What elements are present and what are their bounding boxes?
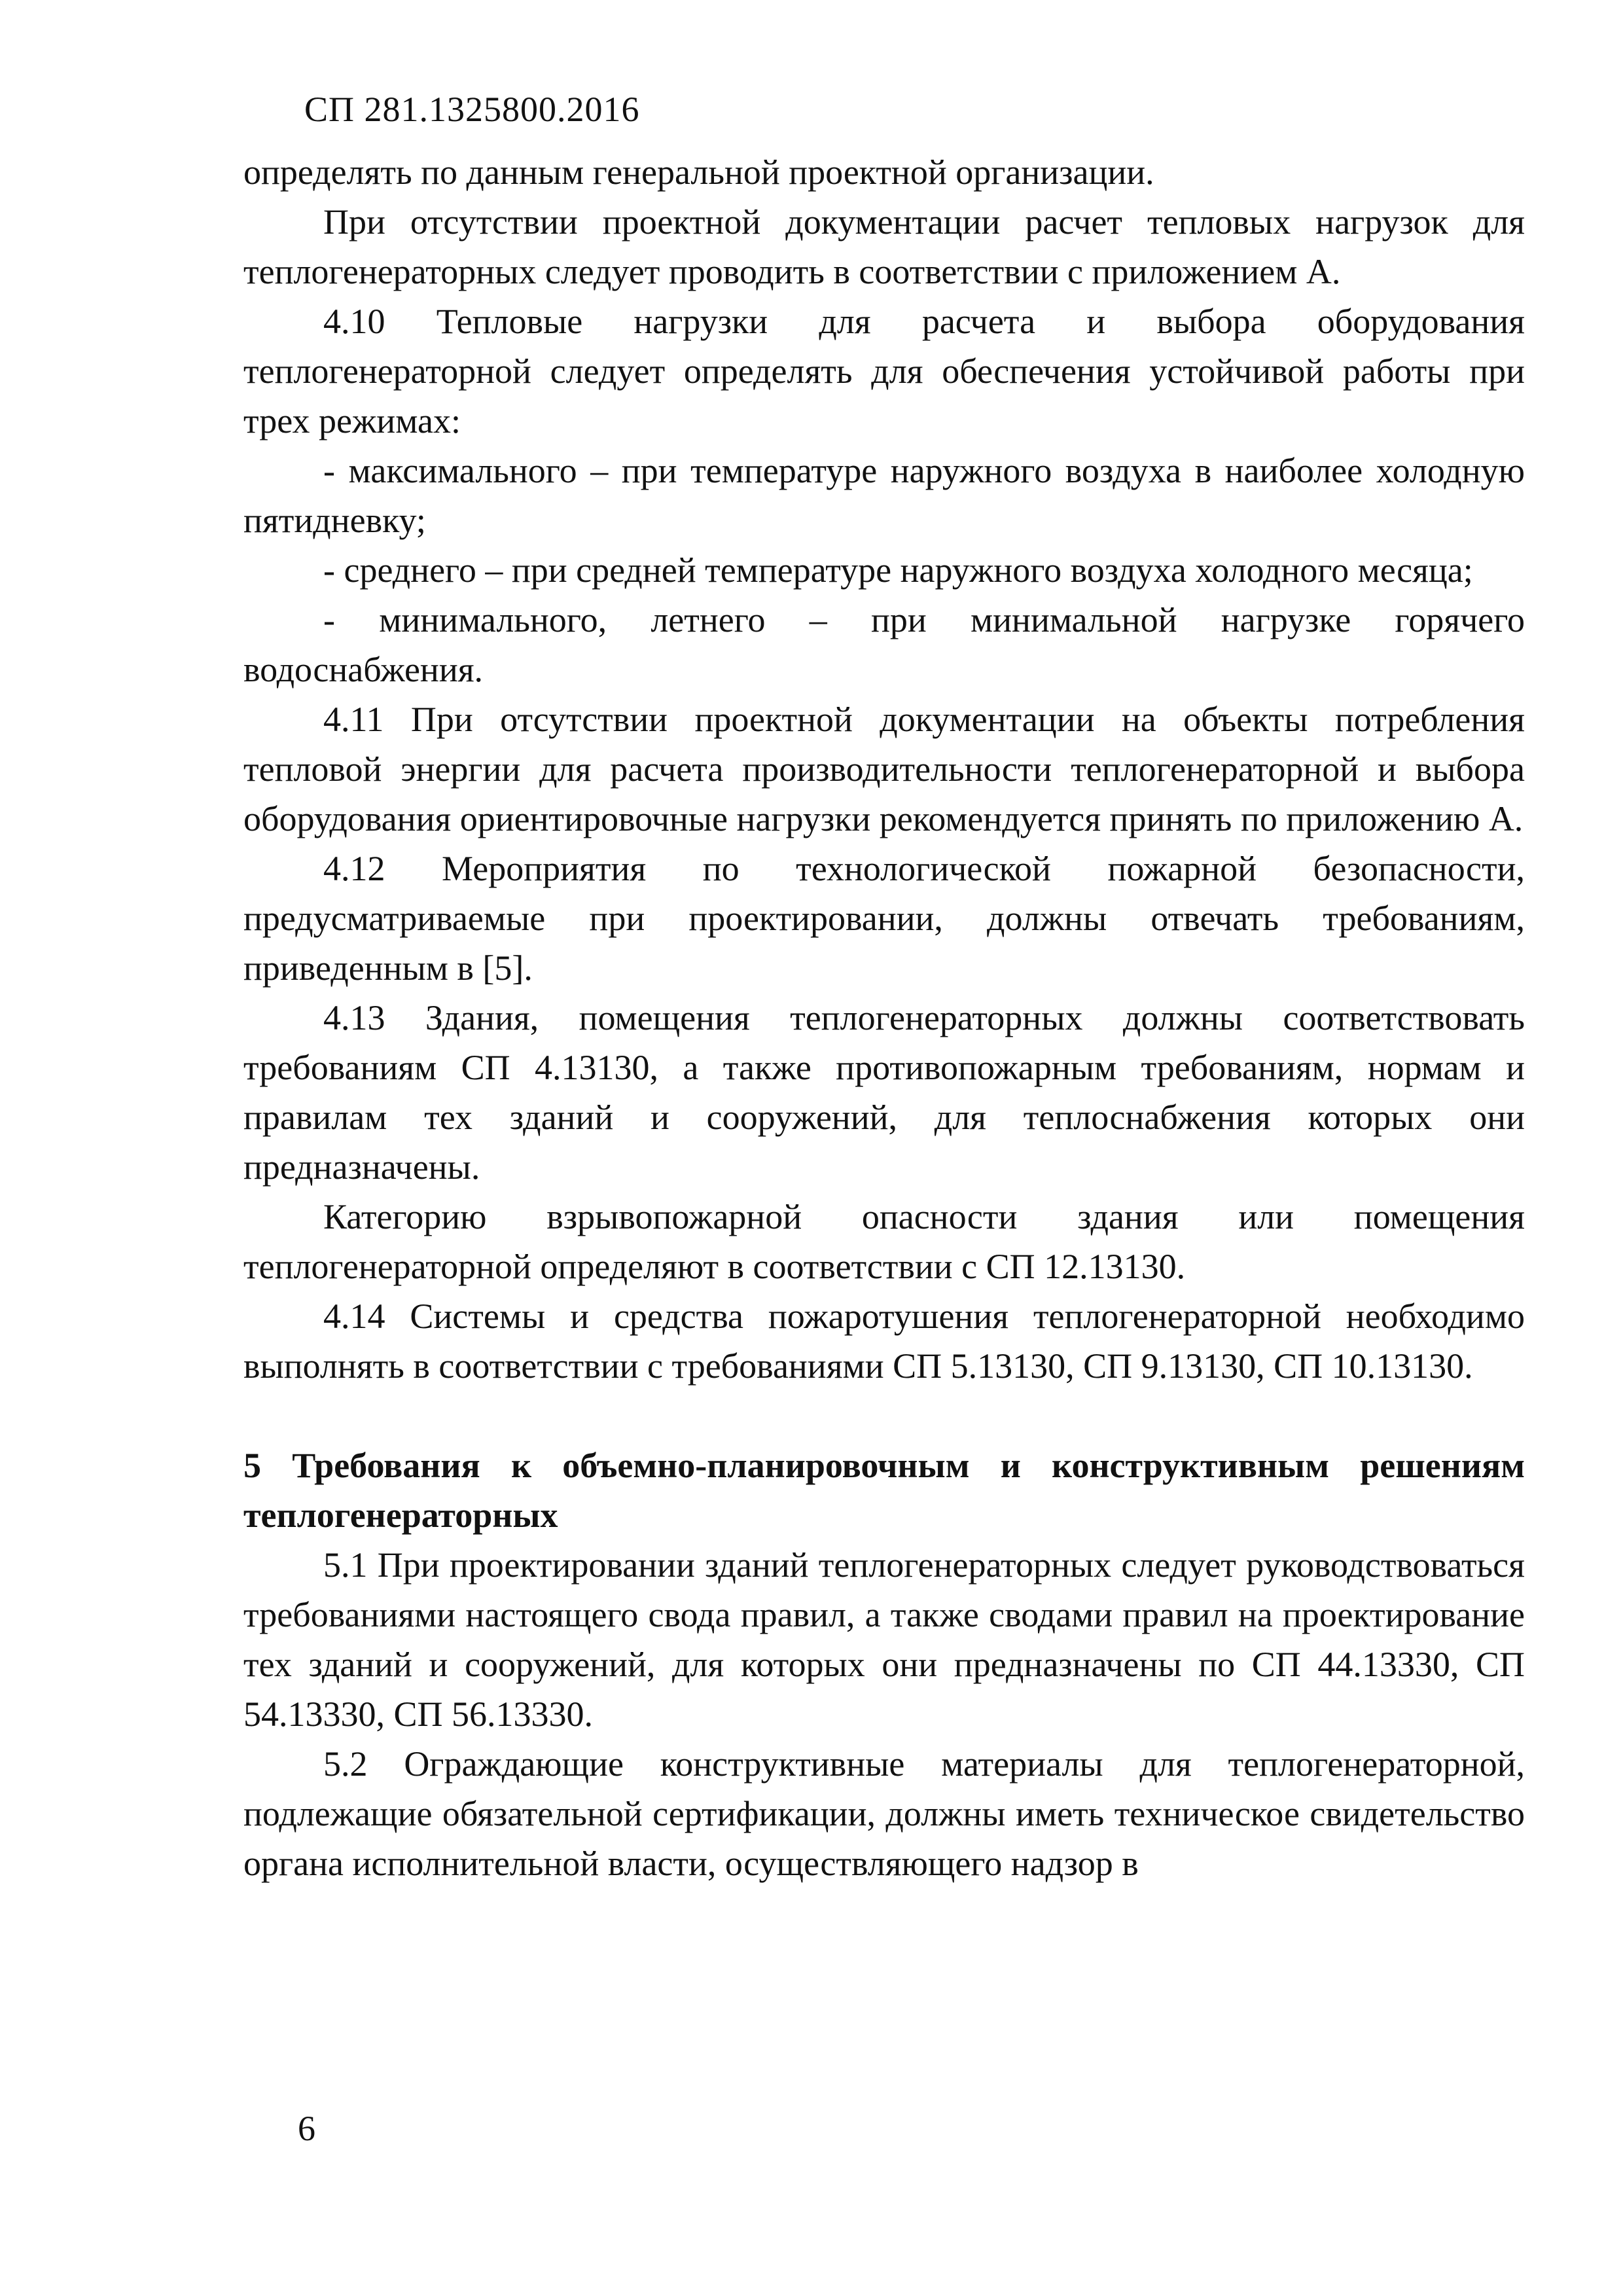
section-5-heading: 5 Требования к объемно-планировочным и конструктивным решениям теплогенераторных xyxy=(243,1446,1525,1535)
clause-4-11: 4.11 При отсутствии проектной документации на объекты потребления тепловой энергии для расчета производительности теплогенераторной и выбора оборудования ориентировочные нагрузки рекомендуется принять по приложению А. xyxy=(243,700,1525,838)
clause-5-1: 5.1 При проектировании зданий теплогенераторных следует руководствоваться требованиями настоящего свода правил, а также сводами правил на проектирование тех зданий и сооружений, для которых они предназначены по СП 44.13330, СП 54.13330, СП 56.13330. xyxy=(243,1545,1525,1734)
page-body xyxy=(243,147,1525,1888)
list-item-minimum-mode: - минимального, летнего – при минимальной нагрузке горячего водоснабжения. xyxy=(243,600,1525,689)
paragraph-continuation: определять по данным генеральной проектной организации. xyxy=(243,152,1154,192)
document-code-header: СП 281.1325800.2016 xyxy=(304,90,640,129)
list-item-average-mode: - среднего – при средней температуре наружного воздуха холодного месяца; xyxy=(323,550,1473,590)
clause-4-12: 4.12 Мероприятия по технологической пожарной безопасности, предусматриваемые при проектировании, должны отвечать требованиям, приведенным в [5]. xyxy=(243,849,1525,988)
section-spacer xyxy=(243,1391,1525,1441)
list-item-maximum-mode: - максимального – при температуре наружного воздуха в наиболее холодную пятидневку; xyxy=(243,451,1525,540)
paragraph-no-project-docs: При отсутствии проектной документации расчет тепловых нагрузок для теплогенераторных следует проводить в соответствии с приложением А. xyxy=(243,202,1525,291)
page-number: 6 xyxy=(298,2109,315,2148)
paragraph-explosion-category: Категорию взрывопожарной опасности здания или помещения теплогенераторной определяют в соответствии с СП 12.13130. xyxy=(243,1197,1525,1286)
clause-4-10: 4.10 Тепловые нагрузки для расчета и выбора оборудования теплогенераторной следует определять для обеспечения устойчивой работы при трех режимах: xyxy=(243,302,1525,440)
clause-4-13: 4.13 Здания, помещения теплогенераторных должны соответствовать требованиям СП 4.13130, а также противопожарным требованиям, нормам и правилам тех зданий и сооружений, для теплоснабжения которых они предназначены. xyxy=(243,998,1525,1187)
clause-5-2: 5.2 Ограждающие конструктивные материалы для теплогенераторной, подлежащие обязательной сертификации, должны иметь техническое свидетельство органа исполнительной власти, осуществляющего надзор в xyxy=(243,1744,1525,1883)
clause-4-14: 4.14 Системы и средства пожаротушения теплогенераторной необходимо выполнять в соответствии с требованиями СП 5.13130, СП 9.13130, СП 10.13130. xyxy=(243,1297,1525,1386)
